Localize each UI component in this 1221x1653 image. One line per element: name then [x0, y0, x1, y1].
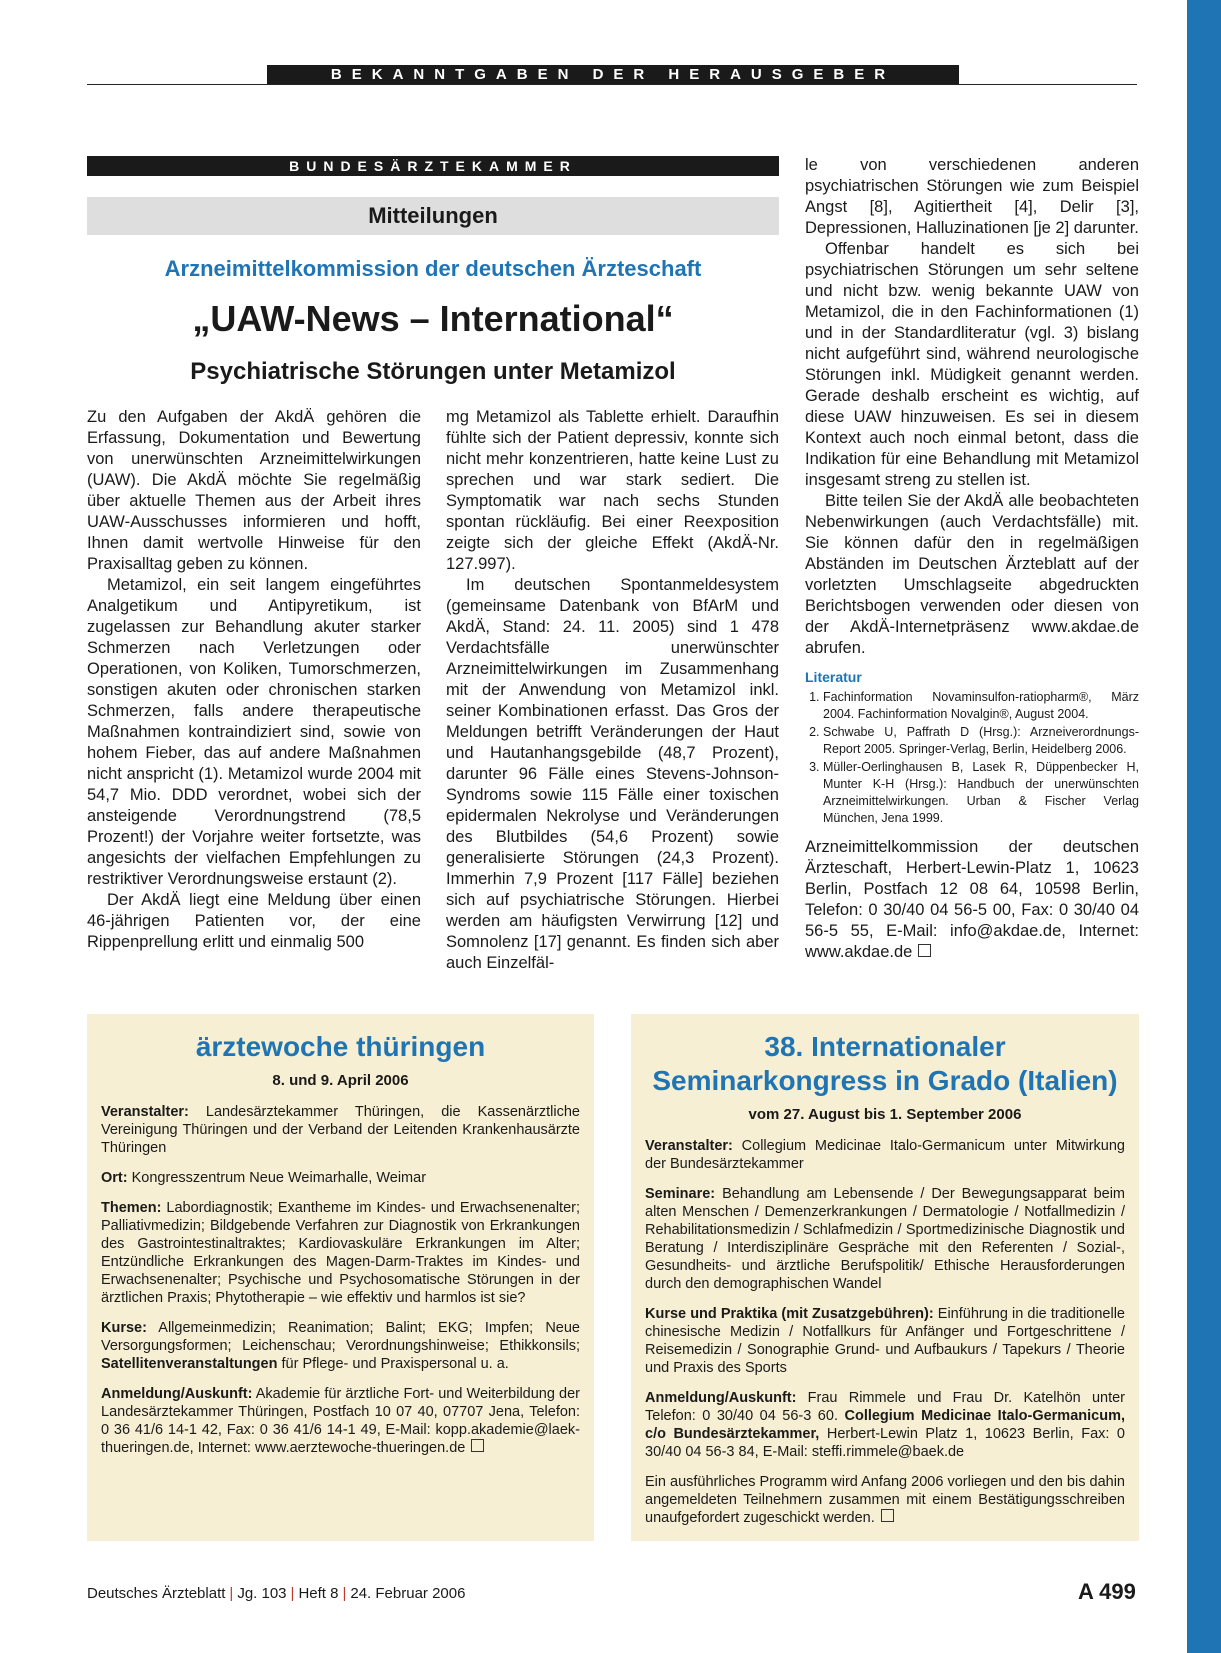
footer-citation — [87, 1585, 465, 1602]
item-text: Allgemeinmedizin; Reanimation; Balint; EKG; Impfen; Neue Versorgungsformen; Leichenschau; Verordnungshinweise; Ethikkonsils; — [101, 1320, 580, 1354]
event-item — [101, 1169, 580, 1187]
end-mark-icon — [881, 1509, 894, 1522]
event-item — [645, 1473, 1125, 1527]
page-number: A 499 — [1078, 1579, 1136, 1604]
item-text: Akademie für ärztliche Fort- und Weiterbildung der Landesärztekammer Thüringen, Postfach 10 07 40, 07707 Jena, Telefon: 0 36 41/6 14-1 42, Fax: 0 36 41/6 14-1 49, E-Mail: kopp.akademie@laek-thueringen.de, Internet: www.aerztewoche-thueringen.de — [101, 1386, 580, 1456]
event-title: 38. Internationaler Seminarkongress in Grado (Italien) — [652, 1031, 1118, 1096]
literature-heading: Literatur — [805, 669, 862, 685]
address-text: Arzneimittelkommission der deutschen Ärzteschaft, Herbert-Lewin-Platz 1, 10623 Berlin, Postfach 12 08 64, 10598 Berlin, Telefon: 0 30/40 04 56-5 00, Fax: 0 30/40 04 56-5 55, E-Mail: info@akdae.de, Internet: www.akdae.de — [805, 838, 1139, 961]
event-box-thueringen — [87, 1014, 594, 1541]
event-date: 8. und 9. April 2006 — [272, 1072, 409, 1089]
journal-name: Deutsches Ärzteblatt — [87, 1585, 226, 1602]
event-item — [645, 1389, 1125, 1461]
event-item — [645, 1185, 1125, 1293]
item-text: für Pflege- und Praxispersonal u. a. — [277, 1356, 509, 1372]
item-label: Kurse: — [101, 1320, 147, 1336]
paragraph: Metamizol, ein seit langem eingeführtes Analgetikum und Antipyretikum, ist zugelassen zur Behandlung akuter starker Schmerzen nach Verletzungen oder Operationen, von Koliken, Tumorschmerzen, sonstigen akuten oder chronischen starken Schmerzen, falls andere therapeutische Maßnahmen kontraindiziert sind, sowie von hohem Fieber, das auf andere Maßnahmen nicht anspricht (1). Metamizol wurde 2004 mit 54,7 Mio. DDD verordnet, wobei sich der ansteigende Verordnungstrend (78,5 Prozent!) der Vorjahre weiter fortsetzte, was angesichts der vielfachen Empfehlungen zu restriktiver Verordnungsweise erstaunt (2). — [87, 576, 421, 888]
event-item — [645, 1137, 1125, 1173]
literature-item: 2. Schwabe U, Paffrath D (Hrsg.): Arzneiverordnungs-Report 2005. Springer-Verlag, Berlin, Heidelberg 2006. — [823, 724, 1139, 758]
journal-issue: Heft 8 — [298, 1585, 339, 1602]
item-bold: Satellitenveranstaltungen — [101, 1356, 278, 1372]
event-item — [101, 1103, 580, 1157]
end-mark-icon — [471, 1439, 484, 1452]
article-kicker: Arzneimittelkommission der deutschen Ärzteschaft — [164, 256, 702, 281]
page-edge-color-bar — [1187, 0, 1221, 1653]
article-column-2 — [446, 407, 779, 974]
item-text: Behandlung am Lebensende / Der Bewegungsapparat beim alten Menschen / Demenzerkrankungen / Dermatologie / Notfallmedizin / Rehabilitationsmedizin / Schlafmedizin / Sportmedizinische Diagnostik und Beratung / Interdisziplinäre Gespräche mit den Referenten / Sozial-, Gesundheits- und ärztliche Berufspolitik/ Ethische Herausforderungen durch den demographischen Wandel — [645, 1186, 1125, 1292]
paragraph: Im deutschen Spontanmeldesystem (gemeinsame Datenbank von BfArM und AkdÄ, Stand: 24. 11. 2005) sind 1 478 Verdachtsfälle unerwünschter Arzneimittelwirkungen im Zusammenhang mit der Anwendung von Metamizol inkl. seiner Kombinationen erfasst. Das Gros der Meldungen betrifft Veränderungen der Haut und Hautanhangsgebilde (48,7 Prozent), darunter 96 Fälle eines Stevens-Johnson-Syndroms sowie 115 Fälle einer toxischen epidermalen Nekrolyse und Veränderungen des Blutbildes (54,6 Prozent) sowie generalisierte Störungen (24,3 Prozent). Immerhin 7,9 Prozent [117 Fälle] beziehen sich auf psychiatrische Störungen. Hierbei werden am häufigsten Verwirrung [12] und Somnolenz [17] genannt. Es finden sich aber auch Einzelfäl- — [446, 576, 779, 972]
paragraph: Zu den Aufgaben der AkdÄ gehören die Erfassung, Dokumentation und Bewertung von unerwünschten Arzneimittelwirkungen (UAW). Die AkdÄ möchte Sie regelmäßig über aktuelle Themen aus der Arbeit ihres UAW-Ausschusses informieren und hofft, Ihnen damit wertvolle Hinweise für den Praxisalltag geben zu können. — [87, 408, 421, 573]
paragraph: le von verschiedenen anderen psychiatrischen Störungen wie zum Beispiel Angst [8], Agitiertheit [4], Delir [3], Depressionen, Halluzinationen [je 2] darunter. — [805, 156, 1139, 237]
divider: | — [290, 1585, 295, 1602]
item-label: Ort: — [101, 1170, 128, 1186]
event-box-grado — [631, 1014, 1139, 1541]
divider: | — [342, 1585, 347, 1602]
item-label: Veranstalter: — [645, 1138, 733, 1154]
article-column-3 — [805, 155, 1139, 963]
end-mark-icon — [918, 944, 931, 957]
paragraph: Offenbar handelt es sich bei psychiatrischen Störungen um sehr seltene und nicht bzw. wenig bekannte UAW von Metamizol, die in den Fachinformationen (1) und in der Standardliteratur (vgl. 3) bislang nicht aufgeführt sind, während neurologische Störungen inkl. Müdigkeit genannt werden. Gerade deshalb erscheint es wichtig, auf diese UAW hinzuweisen. Es sei in diesem Kontext auch noch einmal betont, dass die Indikation für eine Behandlung mit Metamizol insgesamt streng zu stellen ist. — [805, 240, 1139, 489]
paragraph: mg Metamizol als Tablette erhielt. Daraufhin fühlte sich der Patient depressiv, konnte sich nicht mehr konzentrieren, hatte keine Lust zu sprechen und war stark sediert. Die Symptomatik war nach sechs Stunden spontan rückläufig. Bei einer Reexposition zeigte sich der gleiche Effekt (AkdÄ-Nr. 127.997). — [446, 408, 779, 573]
section-header: BEKANNTGABEN DER HERAUSGEBER — [267, 65, 959, 85]
literature-list — [805, 689, 1139, 827]
event-item — [101, 1199, 580, 1307]
contact-address — [805, 837, 1139, 963]
event-item — [101, 1319, 580, 1373]
literature-item: 3. Müller-Oerlinghausen B, Lasek R, Düppenbecker H, Munter K-H (Hrsg.): Handbuch der unerwünschten Arzneimittelwirkungen. Urban & Fischer Verlag München, Jena 1999. — [823, 759, 1139, 827]
header-rule — [87, 84, 1137, 85]
event-date: vom 27. August bis 1. September 2006 — [748, 1106, 1022, 1123]
item-label: Seminare: — [645, 1186, 716, 1202]
item-label: Anmeldung/Auskunft: — [101, 1386, 253, 1402]
article-column-1 — [87, 407, 421, 953]
journal-volume: Jg. 103 — [237, 1585, 287, 1602]
item-label: Anmeldung/Auskunft: — [645, 1390, 797, 1406]
paragraph: Bitte teilen Sie der AkdÄ alle beobachteten Nebenwirkungen (auch Verdachtsfälle) mit. Sie können dafür den in regelmäßigen Abständen im Deutschen Ärzteblatt auf der vorletzten Umschlagseite abgedruckten Berichtsbogen verwenden oder diesen von der AkdÄ-Internetpräsenz www.akdae.de abrufen. — [805, 492, 1139, 657]
item-text: Labordiagnostik; Exantheme im Kindes- und Erwachsenenalter; Palliativmedizin; Bildgebende Verfahren zur Diagnostik von Erkrankungen des Gastrointestinaltraktes; Kardiovaskuläre Erkrankungen im Alter; Entzündliche Erkrankungen des Magen-Darm-Traktes im Kindes- und Erwachsenenalter; Psychische und Psychosomatische Störungen in der ärztlichen Praxis; Phytotherapie – wie effektiv und harmlos ist sie? — [101, 1200, 580, 1306]
article-title: „UAW-News – International“ — [192, 298, 674, 339]
item-text: Ein ausführliches Programm wird Anfang 2006 vorliegen und den bis dahin angemeldeten Teilnehmern zusammen mit einem Bestätigungsschreiben unaufgefordert zugeschickt werden. — [645, 1474, 1125, 1526]
event-item — [645, 1305, 1125, 1377]
literature-item: 1. Fachinformation Novaminsulfon-ratiopharm®, März 2004. Fachinformation Novalgin®, August 2004. — [823, 689, 1139, 723]
event-title: ärztewoche thüringen — [195, 1031, 486, 1062]
item-label: Veranstalter: — [101, 1104, 189, 1120]
journal-date: 24. Februar 2006 — [350, 1585, 466, 1602]
item-text: Collegium Medicinae Italo-Germanicum unter Mitwirkung der Bundesärztekammer — [645, 1138, 1125, 1172]
item-text: Herbert-Lewin Platz 1, 10623 Berlin, Fax: 0 30/40 04 56-3 84, E-Mail: steffi.rimmele@baek.de — [645, 1426, 1125, 1460]
item-text: Landesärztekammer Thüringen, die Kassenärztliche Vereinigung Thüringen und der Verband der Leitenden Krankenhausärzte Thüringen — [101, 1104, 580, 1156]
item-text: Frau Rimmele und Frau Dr. Katelhön unter Telefon: 0 30/40 04 56-3 60. — [645, 1390, 1125, 1424]
org-bar: BUNDESÄRZTEKAMMER — [87, 156, 779, 176]
event-item — [101, 1385, 580, 1457]
item-text: Kongresszentrum Neue Weimarhalle, Weimar — [127, 1170, 427, 1186]
article-subtitle: Psychiatrische Störungen unter Metamizol — [190, 358, 676, 385]
item-label: Themen: — [101, 1200, 162, 1216]
item-text: Einführung in die traditionelle chinesische Medizin / Notfallkurs für Anfänger und Fortgeschrittene / Reisemedizin / Sonographie Grund- und Aufbaukurs / Tapekurs / Theorie und Praxis des Sports — [645, 1306, 1125, 1376]
item-label: Kurse und Praktika (mit Zusatzgebühren): — [645, 1306, 934, 1322]
category-bar: Mitteilungen — [87, 197, 779, 235]
item-bold: Collegium Medicinae Italo-Germanicum, c/o Bundesärztekammer, — [645, 1408, 1125, 1442]
divider: | — [229, 1585, 234, 1602]
paragraph: Der AkdÄ liegt eine Meldung über einen 46-jährigen Patienten vor, der eine Rippenprellung erlitt und einmalig 500 — [87, 891, 421, 951]
